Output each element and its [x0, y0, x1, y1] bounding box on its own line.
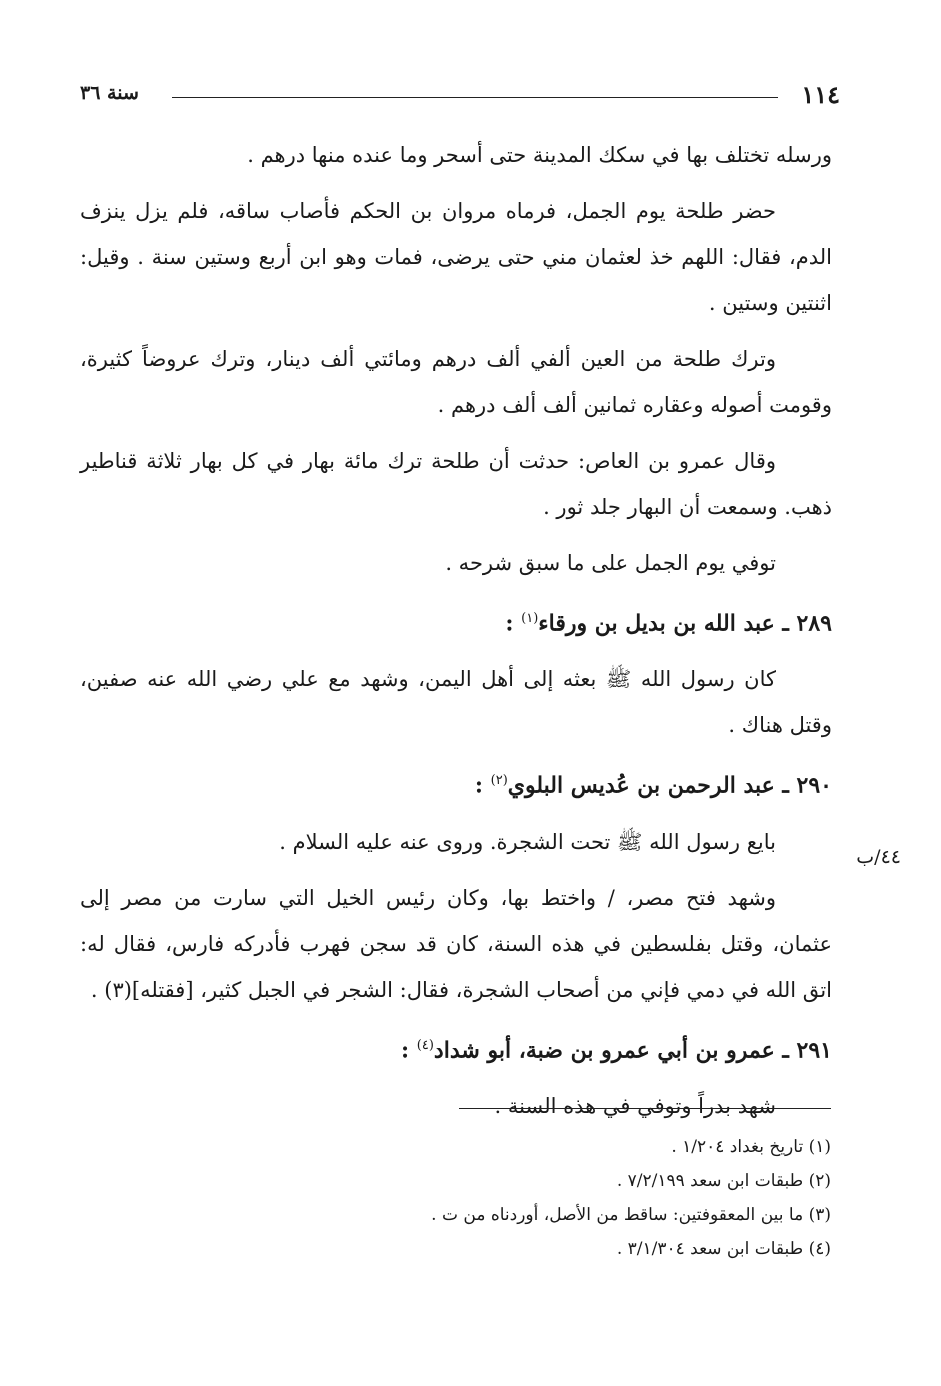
paragraph: وشهد فتح مصر، / واختط بها، وكان رئيس الخيل التي سارت من مصر إلى عثمان، وقتل بفلسطين في هذه السنة، كان قد سجن فهرب فأدركه فارس، فقال له: اتق الله في دمي فإني من أصحاب الشجرة، فقال: الشجر في الجبل كثير، [فقتله](٣) .: [80, 885, 832, 1002]
entry-suffix: :: [505, 610, 522, 637]
entry-heading: [80, 596, 832, 646]
entry-title: ٢٩٠ ـ عبد الرحمن بن عُديس البلوي: [507, 772, 832, 799]
page-number: ١١٤: [801, 80, 840, 109]
footnote-ref: (٤): [416, 1037, 434, 1053]
paragraph: ورسله تختلف بها في سكك المدينة حتى أسحر وما عنده منها درهم .: [247, 143, 832, 167]
footnote-rule: [459, 1108, 831, 1109]
entry-title: ٢٩١ ـ عمرو بن أبي عمرو بن ضبة، أبو شداد: [433, 1036, 832, 1063]
paragraph: شهد بدراً وتوفي في هذه السنة .: [494, 1093, 776, 1118]
footnote-ref: (٢): [490, 773, 508, 789]
entry-heading: [80, 1023, 832, 1073]
paragraph: وقال عمرو بن العاص: حدثت أن طلحة ترك مائة بهار في كل بهار ثلاثة قناطير ذهب. وسمعت أن البهار جلد ثور .: [80, 449, 832, 519]
paragraph: بايع رسول الله ﷺ تحت الشجرة. وروى عنه عليه السلام .: [279, 829, 776, 854]
running-title: سنة ٣٦: [80, 82, 139, 104]
footnotes: [231, 1130, 831, 1266]
header-rule: [172, 97, 778, 98]
footnote-ref: (١): [521, 611, 539, 626]
entry-suffix: :: [401, 1036, 417, 1063]
footnote: (٣) ما بين المعقوفتين: ساقط من الأصل، أوردناه من ت .: [431, 1205, 831, 1225]
footnote: (٤) طبقات ابن سعد ٣/١/٣٠٤ .: [616, 1239, 831, 1259]
paragraph: توفي يوم الجمل على ما سبق شرحه .: [445, 551, 776, 575]
paragraph: حضر طلحة يوم الجمل، فرماه مروان بن الحكم فأصاب ساقه، فلم يزل ينزف الدم، فقال: اللهم خذ لعثمان مني حتى يرضى، فمات وهو ابن أربع وستين سنة . وقيل: اثنتين وستين .: [80, 199, 832, 315]
page-header: [80, 80, 840, 110]
entry-title: ٢٨٩ ـ عبد الله بن بديل بن ورقاء: [538, 610, 832, 637]
paragraph: كان رسول الله ﷺ بعثه إلى أهل اليمن، وشهد مع علي رضي الله عنه صفين، وقتل هناك .: [80, 667, 832, 738]
paragraph: وترك طلحة من العين ألفي ألف درهم ومائتي ألف دينار، وترك عروضاً كثيرة، وقومت أصوله وعقاره ثمانين ألف ألف درهم .: [80, 347, 832, 417]
footnote: (٢) طبقات ابن سعد ٧/٢/١٩٩ .: [616, 1171, 831, 1191]
footnote: (١) تاريخ بغداد ١/٢٠٤ .: [671, 1137, 831, 1157]
entry-suffix: :: [474, 772, 491, 799]
manuscript-folio-note: ٤٤/ب: [856, 846, 901, 868]
main-text: [80, 132, 832, 1139]
entry-heading: [80, 758, 832, 808]
